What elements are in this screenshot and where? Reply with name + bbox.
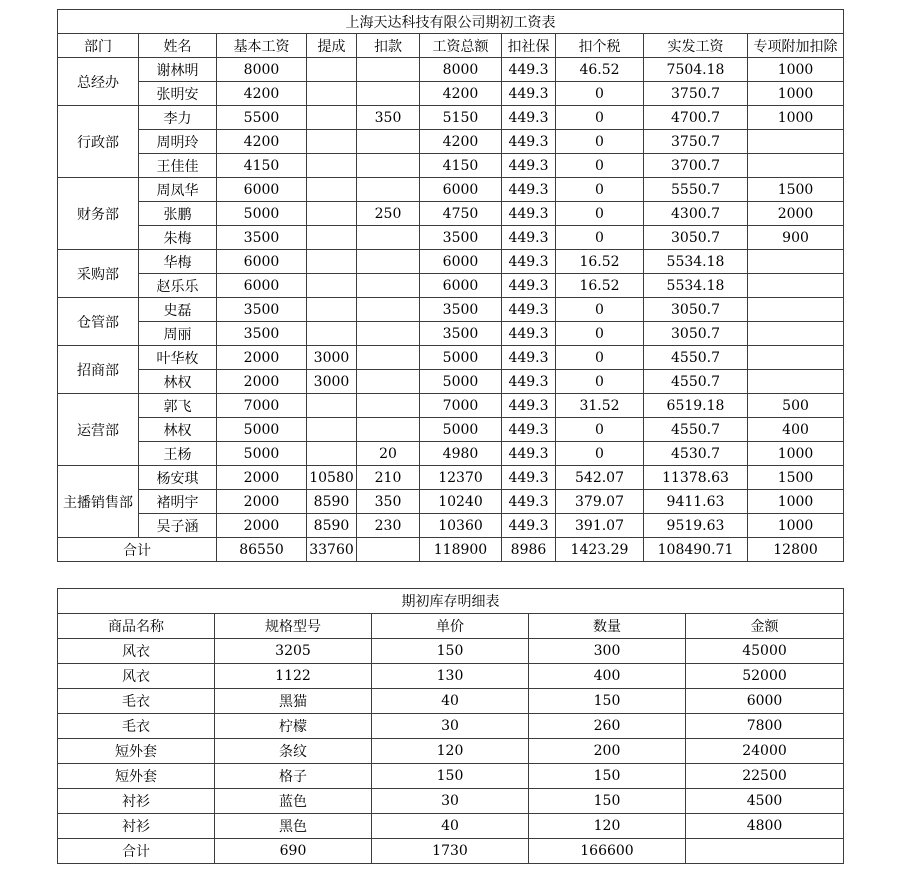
- table-cell: [357, 58, 420, 82]
- table-cell: 46.52: [556, 58, 644, 82]
- table-cell: 4500: [686, 789, 844, 814]
- table-cell: 3750.7: [644, 130, 748, 154]
- table-cell: 120: [529, 814, 686, 839]
- table-cell: 3500: [217, 226, 307, 250]
- product-name-cell: 毛衣: [58, 714, 215, 739]
- table-cell: 4200: [217, 130, 307, 154]
- table-cell: 449.3: [502, 442, 556, 466]
- column-header: 部门: [58, 34, 139, 58]
- table-row: [58, 322, 844, 346]
- total-cell: 1423.29: [556, 538, 644, 562]
- table-cell: [307, 274, 357, 298]
- column-header: 姓名: [139, 34, 217, 58]
- table-cell: 10360: [420, 514, 502, 538]
- column-header: 扣社保: [502, 34, 556, 58]
- column-header: 扣款: [357, 34, 420, 58]
- department-cell: 仓管部: [58, 298, 139, 346]
- column-header: 数量: [529, 614, 686, 639]
- employee-name-cell: 王杨: [139, 442, 217, 466]
- total-label: 合计: [58, 538, 217, 562]
- employee-name-cell: 谢林明: [139, 58, 217, 82]
- table-cell: 449.3: [502, 202, 556, 226]
- table-cell: 449.3: [502, 82, 556, 106]
- table-cell: [357, 346, 420, 370]
- table-row: [58, 490, 844, 514]
- table-cell: 条纹: [215, 739, 372, 764]
- table-cell: 4550.7: [644, 370, 748, 394]
- product-name-cell: 风衣: [58, 639, 215, 664]
- table-cell: 0: [556, 82, 644, 106]
- employee-name-cell: 林权: [139, 370, 217, 394]
- employee-name-cell: 周明玲: [139, 130, 217, 154]
- table-cell: 449.3: [502, 58, 556, 82]
- table-cell: 0: [556, 154, 644, 178]
- table-cell: 1000: [748, 58, 844, 82]
- product-name-cell: 衬衫: [58, 789, 215, 814]
- table-cell: 4700.7: [644, 106, 748, 130]
- table-row: [58, 58, 844, 82]
- total-cell: 166600: [529, 839, 686, 864]
- table-cell: 200: [529, 739, 686, 764]
- table-cell: 260: [529, 714, 686, 739]
- table-cell: 130: [372, 664, 529, 689]
- table-row: [58, 250, 844, 274]
- table-cell: [748, 346, 844, 370]
- table-cell: 350: [357, 490, 420, 514]
- table-row: [58, 689, 844, 714]
- table-cell: 24000: [686, 739, 844, 764]
- table-cell: [307, 130, 357, 154]
- table-cell: [748, 154, 844, 178]
- total-cell: 33760: [307, 538, 357, 562]
- product-name-cell: 毛衣: [58, 689, 215, 714]
- total-cell: 108490.71: [644, 538, 748, 562]
- table-cell: 4550.7: [644, 346, 748, 370]
- table-cell: [748, 130, 844, 154]
- table-cell: 7504.18: [644, 58, 748, 82]
- table-cell: 3700.7: [644, 154, 748, 178]
- table-cell: 1000: [748, 442, 844, 466]
- table-cell: 20: [357, 442, 420, 466]
- table-row: [58, 714, 844, 739]
- employee-name-cell: 华梅: [139, 250, 217, 274]
- table-cell: [307, 106, 357, 130]
- total-row: [58, 839, 844, 864]
- table-cell: 6000: [420, 250, 502, 274]
- table-cell: 449.3: [502, 466, 556, 490]
- table-cell: 9519.63: [644, 514, 748, 538]
- table-cell: 格子: [215, 764, 372, 789]
- table-row: [58, 106, 844, 130]
- table-cell: 250: [357, 202, 420, 226]
- employee-name-cell: 吴子涵: [139, 514, 217, 538]
- table-cell: 449.3: [502, 322, 556, 346]
- table-cell: 150: [529, 764, 686, 789]
- table-cell: 3500: [420, 298, 502, 322]
- table-row: [58, 130, 844, 154]
- table-cell: 2000: [217, 514, 307, 538]
- table-cell: 2000: [217, 466, 307, 490]
- table-cell: 1122: [215, 664, 372, 689]
- table-cell: [357, 298, 420, 322]
- table-cell: 5534.18: [644, 274, 748, 298]
- column-header: 商品名称: [58, 614, 215, 639]
- column-header: 扣个税: [556, 34, 644, 58]
- total-cell: 12800: [748, 538, 844, 562]
- table-cell: [307, 58, 357, 82]
- table-cell: 5000: [217, 418, 307, 442]
- table-cell: 1000: [748, 490, 844, 514]
- table-cell: 黑色: [215, 814, 372, 839]
- table-row: [58, 789, 844, 814]
- table-cell: 150: [372, 639, 529, 664]
- table-cell: 542.07: [556, 466, 644, 490]
- table-row: [58, 154, 844, 178]
- table-cell: 8000: [420, 58, 502, 82]
- table-row: [58, 466, 844, 490]
- table-cell: 6519.18: [644, 394, 748, 418]
- table-row: [58, 298, 844, 322]
- table-cell: 3000: [307, 370, 357, 394]
- inventory-table-title: 期初库存明细表: [58, 589, 844, 614]
- table-cell: 0: [556, 130, 644, 154]
- table-cell: 3050.7: [644, 226, 748, 250]
- department-cell: 行政部: [58, 106, 139, 178]
- table-cell: [357, 250, 420, 274]
- total-cell: 690: [215, 839, 372, 864]
- product-name-cell: 短外套: [58, 764, 215, 789]
- table-cell: 449.3: [502, 418, 556, 442]
- table-cell: 350: [357, 106, 420, 130]
- employee-name-cell: 林权: [139, 418, 217, 442]
- table-row: [58, 418, 844, 442]
- table-cell: 9411.63: [644, 490, 748, 514]
- table-cell: [357, 274, 420, 298]
- table-cell: 2000: [217, 370, 307, 394]
- column-header: 专项附加扣除: [748, 34, 844, 58]
- table-cell: 400: [529, 664, 686, 689]
- table-cell: [307, 226, 357, 250]
- table-cell: 3000: [307, 346, 357, 370]
- employee-name-cell: 朱梅: [139, 226, 217, 250]
- table-cell: 4200: [420, 82, 502, 106]
- table-cell: [357, 82, 420, 106]
- department-cell: 采购部: [58, 250, 139, 298]
- table-cell: [307, 442, 357, 466]
- table-cell: 1500: [748, 466, 844, 490]
- table-cell: 4980: [420, 442, 502, 466]
- table-row: [58, 82, 844, 106]
- table-cell: [307, 250, 357, 274]
- table-cell: 449.3: [502, 394, 556, 418]
- table-cell: 40: [372, 814, 529, 839]
- table-cell: 30: [372, 714, 529, 739]
- table-cell: [307, 322, 357, 346]
- table-cell: [307, 394, 357, 418]
- table-cell: 230: [357, 514, 420, 538]
- table-cell: 16.52: [556, 274, 644, 298]
- table-cell: 449.3: [502, 154, 556, 178]
- table-cell: 150: [372, 764, 529, 789]
- column-header: 提成: [307, 34, 357, 58]
- table-row: [58, 764, 844, 789]
- table-row: [58, 814, 844, 839]
- table-cell: 5000: [420, 418, 502, 442]
- table-cell: 6000: [420, 178, 502, 202]
- table-row: [58, 664, 844, 689]
- inventory-header-row: [58, 614, 844, 639]
- table-cell: 22500: [686, 764, 844, 789]
- table-cell: 4530.7: [644, 442, 748, 466]
- table-cell: [357, 418, 420, 442]
- table-row: [58, 514, 844, 538]
- table-cell: 900: [748, 226, 844, 250]
- table-cell: [748, 322, 844, 346]
- table-cell: [307, 82, 357, 106]
- column-header: 规格型号: [215, 614, 372, 639]
- table-cell: [357, 154, 420, 178]
- total-cell: 1730: [372, 839, 529, 864]
- table-cell: 0: [556, 370, 644, 394]
- table-cell: 2000: [748, 202, 844, 226]
- inventory-table: [57, 588, 844, 864]
- table-cell: [357, 322, 420, 346]
- table-cell: 4150: [217, 154, 307, 178]
- table-cell: 4150: [420, 154, 502, 178]
- table-cell: 31.52: [556, 394, 644, 418]
- table-row: [58, 178, 844, 202]
- table-cell: 1000: [748, 82, 844, 106]
- total-label: 合计: [58, 839, 215, 864]
- table-cell: [357, 370, 420, 394]
- employee-name-cell: 张明安: [139, 82, 217, 106]
- table-cell: 3500: [420, 226, 502, 250]
- employee-name-cell: 史磊: [139, 298, 217, 322]
- table-cell: 449.3: [502, 274, 556, 298]
- table-cell: 4200: [420, 130, 502, 154]
- table-cell: 400: [748, 418, 844, 442]
- table-cell: 449.3: [502, 130, 556, 154]
- table-cell: 12370: [420, 466, 502, 490]
- product-name-cell: 风衣: [58, 664, 215, 689]
- table-cell: 0: [556, 178, 644, 202]
- total-cell: [357, 538, 420, 562]
- table-row: [58, 639, 844, 664]
- table-cell: 5000: [420, 370, 502, 394]
- table-cell: [357, 178, 420, 202]
- department-cell: 财务部: [58, 178, 139, 250]
- table-cell: [307, 298, 357, 322]
- table-cell: 52000: [686, 664, 844, 689]
- employee-name-cell: 周丽: [139, 322, 217, 346]
- table-cell: 7800: [686, 714, 844, 739]
- table-cell: 0: [556, 202, 644, 226]
- table-cell: 449.3: [502, 370, 556, 394]
- column-header: 金额: [686, 614, 844, 639]
- employee-name-cell: 张鹏: [139, 202, 217, 226]
- table-cell: 449.3: [502, 346, 556, 370]
- table-row: [58, 370, 844, 394]
- table-cell: 2000: [217, 490, 307, 514]
- table-cell: 6000: [217, 274, 307, 298]
- table-row: [58, 394, 844, 418]
- table-cell: 6000: [217, 250, 307, 274]
- table-cell: 4800: [686, 814, 844, 839]
- table-cell: 120: [372, 739, 529, 764]
- table-cell: 210: [357, 466, 420, 490]
- table-cell: 45000: [686, 639, 844, 664]
- table-cell: 3500: [420, 322, 502, 346]
- table-cell: 0: [556, 346, 644, 370]
- table-cell: 1000: [748, 106, 844, 130]
- salary-header-row: [58, 34, 844, 58]
- table-cell: 10580: [307, 466, 357, 490]
- table-cell: 0: [556, 442, 644, 466]
- employee-name-cell: 李力: [139, 106, 217, 130]
- employee-name-cell: 褚明宇: [139, 490, 217, 514]
- employee-name-cell: 杨安琪: [139, 466, 217, 490]
- column-header: 基本工资: [217, 34, 307, 58]
- column-header: 单价: [372, 614, 529, 639]
- department-cell: 运营部: [58, 394, 139, 466]
- table-cell: 11378.63: [644, 466, 748, 490]
- table-row: [58, 274, 844, 298]
- column-header: 实发工资: [644, 34, 748, 58]
- table-cell: 黑猫: [215, 689, 372, 714]
- table-cell: 3500: [217, 322, 307, 346]
- product-name-cell: 短外套: [58, 739, 215, 764]
- table-cell: [357, 130, 420, 154]
- table-cell: 6000: [686, 689, 844, 714]
- table-cell: 7000: [420, 394, 502, 418]
- table-cell: [748, 274, 844, 298]
- table-cell: 7000: [217, 394, 307, 418]
- table-row: [58, 442, 844, 466]
- table-cell: 4550.7: [644, 418, 748, 442]
- table-cell: 3050.7: [644, 298, 748, 322]
- table-cell: [748, 298, 844, 322]
- table-cell: 4750: [420, 202, 502, 226]
- table-cell: 6000: [217, 178, 307, 202]
- column-header: 工资总额: [420, 34, 502, 58]
- total-row: [58, 538, 844, 562]
- table-cell: 8590: [307, 490, 357, 514]
- table-cell: 柠檬: [215, 714, 372, 739]
- table-cell: 6000: [420, 274, 502, 298]
- table-cell: 2000: [217, 346, 307, 370]
- table-row: [58, 739, 844, 764]
- table-row: [58, 346, 844, 370]
- table-cell: [307, 418, 357, 442]
- product-name-cell: 衬衫: [58, 814, 215, 839]
- table-cell: [307, 178, 357, 202]
- table-cell: 0: [556, 106, 644, 130]
- table-cell: 449.3: [502, 178, 556, 202]
- table-row: [58, 226, 844, 250]
- table-cell: 391.07: [556, 514, 644, 538]
- table-cell: 449.3: [502, 226, 556, 250]
- table-cell: 5000: [217, 442, 307, 466]
- table-cell: 蓝色: [215, 789, 372, 814]
- table-cell: 1000: [748, 514, 844, 538]
- total-cell: 118900: [420, 538, 502, 562]
- salary-table: [57, 9, 844, 562]
- employee-name-cell: 赵乐乐: [139, 274, 217, 298]
- table-cell: [307, 202, 357, 226]
- table-cell: 5550.7: [644, 178, 748, 202]
- table-cell: 379.07: [556, 490, 644, 514]
- table-cell: 8590: [307, 514, 357, 538]
- table-cell: 40: [372, 689, 529, 714]
- table-cell: [357, 226, 420, 250]
- table-cell: 5000: [420, 346, 502, 370]
- table-cell: 449.3: [502, 298, 556, 322]
- table-cell: 150: [529, 689, 686, 714]
- total-cell: 8986: [502, 538, 556, 562]
- table-cell: 0: [556, 226, 644, 250]
- table-cell: 10240: [420, 490, 502, 514]
- employee-name-cell: 郭飞: [139, 394, 217, 418]
- table-cell: 5534.18: [644, 250, 748, 274]
- table-cell: [748, 370, 844, 394]
- department-cell: 招商部: [58, 346, 139, 394]
- table-cell: 3050.7: [644, 322, 748, 346]
- table-cell: 449.3: [502, 106, 556, 130]
- table-cell: 5500: [217, 106, 307, 130]
- table-cell: [307, 154, 357, 178]
- table-cell: 8000: [217, 58, 307, 82]
- employee-name-cell: 周凤华: [139, 178, 217, 202]
- table-cell: 150: [529, 789, 686, 814]
- table-cell: 449.3: [502, 250, 556, 274]
- table-cell: 0: [556, 298, 644, 322]
- table-cell: 0: [556, 418, 644, 442]
- table-cell: 1500: [748, 178, 844, 202]
- table-cell: 3205: [215, 639, 372, 664]
- table-cell: 3500: [217, 298, 307, 322]
- table-cell: 4200: [217, 82, 307, 106]
- table-cell: 449.3: [502, 514, 556, 538]
- table-cell: 449.3: [502, 490, 556, 514]
- table-cell: 300: [529, 639, 686, 664]
- table-cell: 0: [556, 322, 644, 346]
- total-cell: 86550: [217, 538, 307, 562]
- employee-name-cell: 叶华枚: [139, 346, 217, 370]
- table-cell: 500: [748, 394, 844, 418]
- table-cell: 4300.7: [644, 202, 748, 226]
- department-cell: 总经办: [58, 58, 139, 106]
- salary-table-title: 上海天达科技有限公司期初工资表: [58, 10, 844, 34]
- table-row: [58, 202, 844, 226]
- table-cell: 5000: [217, 202, 307, 226]
- total-cell: [686, 839, 844, 864]
- table-cell: 3750.7: [644, 82, 748, 106]
- employee-name-cell: 王佳佳: [139, 154, 217, 178]
- table-cell: [357, 394, 420, 418]
- table-cell: 30: [372, 789, 529, 814]
- table-cell: 16.52: [556, 250, 644, 274]
- table-cell: 5150: [420, 106, 502, 130]
- table-cell: [748, 250, 844, 274]
- department-cell: 主播销售部: [58, 466, 139, 538]
